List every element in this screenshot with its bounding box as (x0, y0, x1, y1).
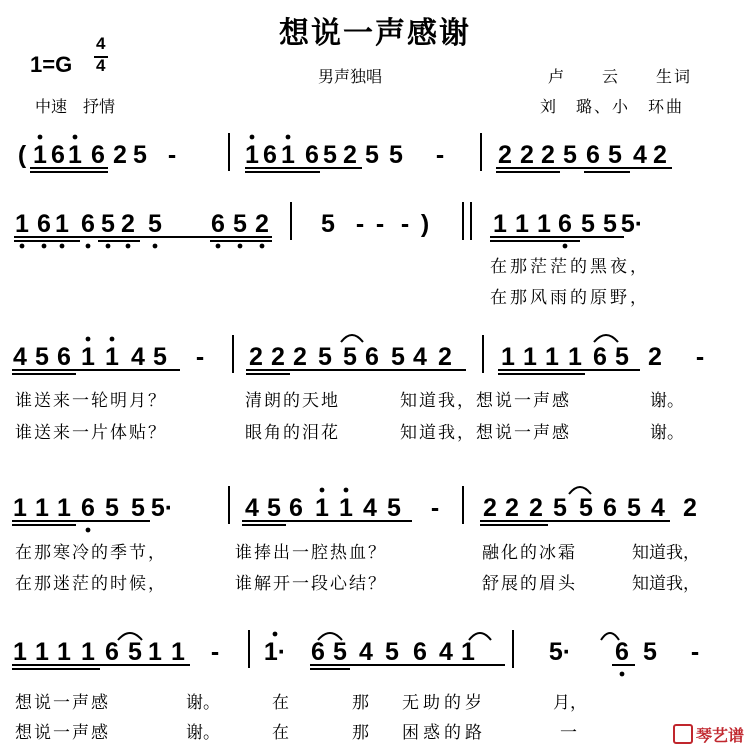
note: 1 (57, 638, 71, 666)
note: 2 (249, 343, 263, 371)
note: 1 (68, 141, 82, 169)
barline (482, 335, 484, 373)
lyric-l4b-3: 舒展的眉头 (482, 574, 577, 594)
note: 6 (81, 494, 95, 522)
note: 1 (245, 141, 259, 169)
note: 4 (13, 343, 27, 371)
lyric-l5b-2: 谢。 (186, 723, 220, 743)
note: 5· (150, 494, 174, 522)
note: 6 (289, 494, 303, 522)
note: - (167, 141, 177, 169)
note: 1 (35, 638, 49, 666)
tie (569, 487, 591, 494)
octave-dot-above (73, 135, 78, 140)
tie (594, 335, 618, 342)
note: 6 (586, 141, 600, 169)
lyric-l4a-2: 谁捧出一腔热血？ (235, 543, 387, 563)
note: 1 (537, 210, 551, 238)
note: 2 (498, 141, 512, 169)
note: 1 (281, 141, 295, 169)
lyric-l5b-3: 在 (272, 723, 289, 743)
note: 2 (541, 141, 555, 169)
note: 5 (627, 494, 641, 522)
note: 2 (483, 494, 497, 522)
note: 5 (365, 141, 379, 169)
octave-dot-above (273, 632, 278, 637)
note: 2 (121, 210, 135, 238)
logo-text: 琴艺谱 (695, 726, 744, 745)
note: - (430, 494, 440, 522)
note: 2 (529, 494, 543, 522)
note: 1 (315, 494, 329, 522)
octave-dot-below (86, 244, 91, 249)
lyric-l2a: 在那茫茫的黑夜， (490, 257, 650, 277)
note: 6 (81, 210, 95, 238)
octave-dot-below (238, 244, 243, 249)
tie (341, 335, 363, 342)
note: 5 (128, 638, 142, 666)
octave-dot-above (38, 135, 43, 140)
barline (462, 202, 464, 240)
octave-dot-below (42, 244, 47, 249)
note: - (375, 210, 385, 238)
tempo-marking: 中速 抒情 (35, 97, 116, 116)
octave-dot-below (153, 244, 158, 249)
lyric-l3a-1: 谁送来一轮明月？ (15, 391, 167, 411)
note: 6 (91, 141, 105, 169)
note: - (355, 210, 365, 238)
note: 1 (13, 494, 27, 522)
note: 1 (568, 343, 582, 371)
song-title: 想说一声感谢 (279, 16, 471, 51)
octave-dot-above (250, 135, 255, 140)
time-signature-denominator: 4 (96, 56, 106, 75)
note: 1 (515, 210, 529, 238)
lyric-l5a-4: 那 (352, 693, 369, 713)
note: 5 (318, 343, 332, 371)
octave-dot-below (106, 244, 111, 249)
barline (232, 335, 234, 373)
note: 5 (581, 210, 595, 238)
note: ) (420, 210, 430, 238)
barline (290, 202, 292, 240)
note: 2 (343, 141, 357, 169)
note: 5 (105, 494, 119, 522)
lyric-l5a-6: 月， (553, 693, 587, 713)
octave-dot-above (320, 488, 325, 493)
barline (248, 630, 250, 668)
note: 5 (153, 343, 167, 371)
note: 5 (323, 141, 337, 169)
note: 4 (359, 638, 373, 666)
note: 6 (211, 210, 225, 238)
note: - (400, 210, 410, 238)
note: 5 (603, 210, 617, 238)
octave-dot-below (126, 244, 131, 249)
note: 2 (293, 343, 307, 371)
note: 4 (633, 141, 647, 169)
note: 4 (245, 494, 259, 522)
note: 5 (267, 494, 281, 522)
note: 2 (438, 343, 452, 371)
note: 5· (548, 638, 572, 666)
note: 2 (520, 141, 534, 169)
lyric-l5b-4: 那 (352, 723, 369, 743)
note: 5 (608, 141, 622, 169)
note: 1 (501, 343, 515, 371)
note: 5 (321, 210, 335, 238)
note: 1 (57, 494, 71, 522)
lyric-l3a-2: 清朗的天地 (245, 391, 340, 411)
note: 4 (363, 494, 377, 522)
note: 1 (35, 494, 49, 522)
octave-dot-above (86, 337, 91, 342)
note: 5 (233, 210, 247, 238)
note: 6 (558, 210, 572, 238)
note: 6 (37, 210, 51, 238)
note: 1 (148, 638, 162, 666)
note: 6 (593, 343, 607, 371)
octave-dot-below (620, 672, 625, 677)
note: 5 (563, 141, 577, 169)
site-logo (673, 723, 744, 746)
note: 1 (55, 210, 69, 238)
lyric-l5a-1: 想说一声感 (15, 693, 110, 713)
octave-dot-below (20, 244, 25, 249)
performance-type: 男声独唱 (318, 67, 383, 86)
lyric-l3a-3: 知道我，想说一声感 (400, 391, 571, 411)
note: 1 (33, 141, 47, 169)
note: 6 (311, 638, 325, 666)
note: 5 (579, 494, 593, 522)
note: - (195, 343, 205, 371)
barline (228, 486, 230, 524)
note: 2 (113, 141, 127, 169)
note: 5 (148, 210, 162, 238)
lyric-l3b-4: 谢。 (650, 423, 684, 443)
lyric-l5a-5: 无助的岁 (402, 693, 486, 713)
note: 1 (461, 638, 475, 666)
time-signature-numerator: 4 (96, 34, 106, 53)
note: - (435, 141, 445, 169)
lyric-l3a-4: 谢。 (650, 391, 684, 411)
lyric-l3b-1: 谁送来一片体贴？ (15, 423, 167, 443)
note: 2 (255, 210, 269, 238)
note: 2 (505, 494, 519, 522)
lyric-l2b: 在那风雨的原野， (490, 288, 650, 308)
note: 5 (391, 343, 405, 371)
lyric-l5a-3: 在 (272, 693, 289, 713)
lyric-l5a-2: 谢。 (186, 693, 220, 713)
note: 6 (615, 638, 629, 666)
note: 4 (439, 638, 453, 666)
lyricist-credit: 卢 云 生词 (548, 67, 693, 86)
note: 5 (333, 638, 347, 666)
lyric-l5b-1: 想说一声感 (15, 723, 110, 743)
note: 5 (385, 638, 399, 666)
note: 6 (263, 141, 277, 169)
octave-dot-above (110, 337, 115, 342)
lyric-l5b-6: 一 (560, 723, 577, 743)
note: 2 (683, 494, 697, 522)
key-signature: 1=G (30, 52, 73, 77)
note: 1 (171, 638, 185, 666)
note: 6 (105, 638, 119, 666)
lyric-l3b-3: 知道我，想说一声感 (400, 423, 571, 443)
note: 5· (620, 210, 644, 238)
note: 1· (263, 638, 287, 666)
barline (512, 630, 514, 668)
note: 5 (35, 343, 49, 371)
note: 2 (271, 343, 285, 371)
octave-dot-above (286, 135, 291, 140)
note: - (210, 638, 220, 666)
note: 5 (387, 494, 401, 522)
lyric-l4a-3: 融化的冰霜 (482, 543, 577, 563)
octave-dot-below (260, 244, 265, 249)
note: 6 (57, 343, 71, 371)
note: 4 (413, 343, 427, 371)
note: 4 (131, 343, 145, 371)
note: 5 (643, 638, 657, 666)
lyric-l4a-1: 在那寒冷的季节， (15, 543, 167, 563)
note: 1 (81, 343, 95, 371)
barline (228, 133, 230, 171)
note: 5 (389, 141, 403, 169)
note: 6 (51, 141, 65, 169)
barline (480, 133, 482, 171)
logo-icon (673, 724, 693, 744)
note: 5 (553, 494, 567, 522)
note: 4 (651, 494, 665, 522)
note: 2 (648, 343, 662, 371)
note: 5 (131, 494, 145, 522)
note: 1 (523, 343, 537, 371)
note: - (690, 638, 700, 666)
composer-credit: 刘 璐、小 环曲 (540, 97, 685, 116)
note: 1 (15, 210, 29, 238)
lyric-l5b-5: 困惑的路 (402, 723, 486, 743)
octave-dot-below (86, 528, 91, 533)
note: 1 (105, 343, 119, 371)
barline (470, 202, 472, 240)
note: 2 (653, 141, 667, 169)
lyric-l4b-2: 谁解开一段心结？ (235, 574, 387, 594)
note: 5 (133, 141, 147, 169)
note: - (695, 343, 705, 371)
octave-dot-below (216, 244, 221, 249)
lyric-l4a-4: 知道我， (632, 543, 700, 563)
note: 6 (603, 494, 617, 522)
lyric-l4b-4: 知道我， (632, 574, 700, 594)
octave-dot-below (60, 244, 65, 249)
lyric-l3b-2: 眼角的泪花 (245, 423, 340, 443)
octave-dot-above (344, 488, 349, 493)
note: 6 (413, 638, 427, 666)
note: 1 (13, 638, 27, 666)
lyric-l4b-1: 在那迷茫的时候， (15, 574, 167, 594)
barline (462, 486, 464, 524)
note: ( (17, 141, 27, 169)
note: 1 (81, 638, 95, 666)
note: 5 (615, 343, 629, 371)
note: 5 (343, 343, 357, 371)
note: 5 (101, 210, 115, 238)
note: 6 (365, 343, 379, 371)
note: 1 (339, 494, 353, 522)
note: 1 (545, 343, 559, 371)
note: 1 (493, 210, 507, 238)
octave-dot-below (563, 244, 568, 249)
note: 6 (305, 141, 319, 169)
